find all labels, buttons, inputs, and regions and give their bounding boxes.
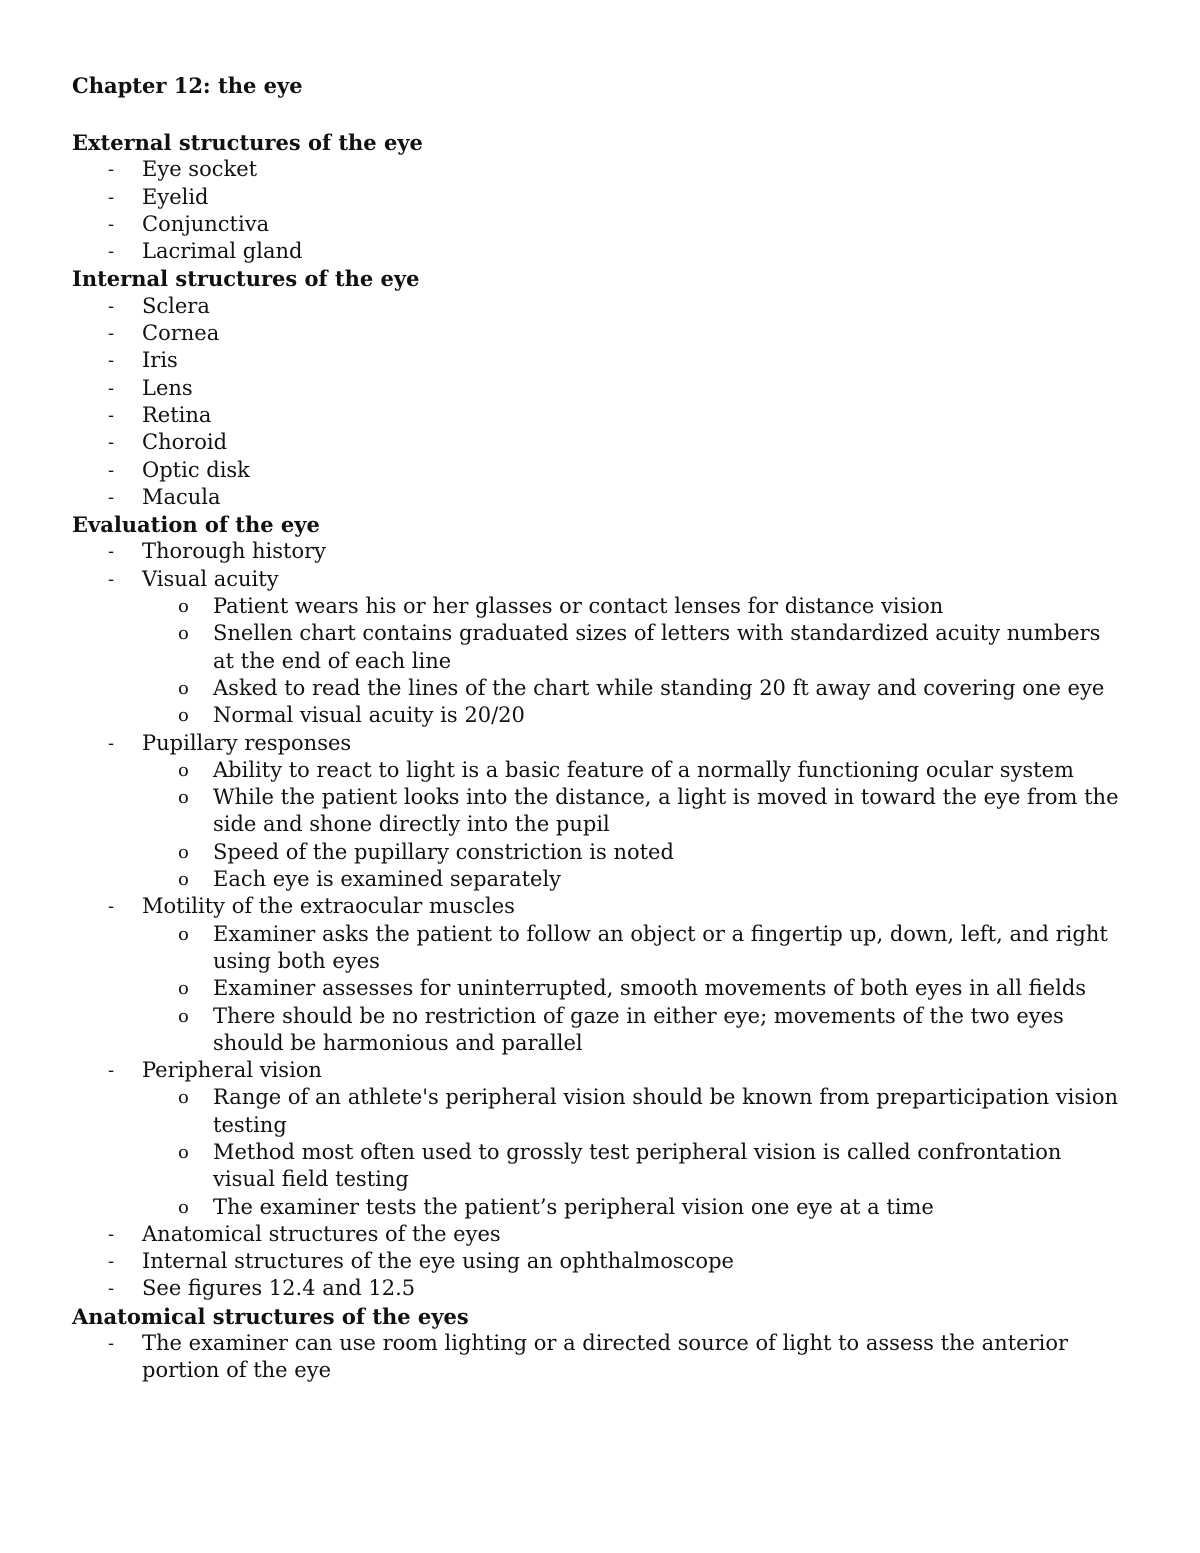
circle-marker: o xyxy=(178,841,189,863)
sub-list-item-text: Asked to read the lines of the chart while standing 20 ft away and covering one eye xyxy=(213,675,1105,700)
circle-marker: o xyxy=(178,1087,189,1109)
list-item-text: The examiner can use room lighting or a directed source of light to assess the anterior portion of the eye xyxy=(142,1331,1068,1383)
bullet-list xyxy=(72,293,1128,511)
list-item-peripheral-vision xyxy=(72,1057,1128,1221)
list-item xyxy=(72,211,1128,238)
dash-marker: - xyxy=(108,295,115,317)
sub-list xyxy=(142,1084,1128,1220)
sub-list-item xyxy=(142,866,1128,893)
list-item-text: Cornea xyxy=(142,321,220,346)
circle-marker: o xyxy=(178,923,189,945)
bullet-list xyxy=(72,156,1128,265)
dash-marker: - xyxy=(108,377,115,399)
list-item xyxy=(72,293,1128,320)
list-item-text: Peripheral vision xyxy=(142,1058,322,1083)
sub-list xyxy=(142,757,1128,893)
document-title: Chapter 12: the eye xyxy=(72,73,303,98)
list-item xyxy=(72,538,1128,565)
sub-list-item-text: Examiner asks the patient to follow an object or a fingertip up, down, left, and right using both eyes xyxy=(213,921,1108,973)
sub-list-item xyxy=(142,702,1128,729)
sub-list-item xyxy=(142,1003,1128,1058)
dash-marker: - xyxy=(108,404,115,426)
sub-list xyxy=(142,921,1128,1057)
list-item xyxy=(72,238,1128,265)
dash-marker: - xyxy=(108,896,115,918)
section-external-structures xyxy=(72,129,1128,265)
section-internal-structures xyxy=(72,265,1128,511)
dash-marker: - xyxy=(108,432,115,454)
dash-marker: - xyxy=(108,459,115,481)
sub-list xyxy=(142,593,1128,729)
list-item-text: Thorough history xyxy=(142,539,327,564)
list-item xyxy=(72,184,1128,211)
list-item-text: Choroid xyxy=(142,430,228,455)
list-item-text: Pupillary responses xyxy=(142,730,352,755)
list-item xyxy=(72,1275,1128,1302)
dash-marker: - xyxy=(108,1060,115,1082)
sub-list-item xyxy=(142,784,1128,839)
circle-marker: o xyxy=(178,787,189,809)
list-item-text: Internal structures of the eye using an ophthalmoscope xyxy=(142,1249,734,1274)
list-item xyxy=(72,375,1128,402)
dash-marker: - xyxy=(108,159,115,181)
section-heading: Evaluation of the eye xyxy=(72,512,320,538)
bullet-list xyxy=(72,538,1128,1302)
bullet-list xyxy=(72,1330,1128,1385)
sub-list-item xyxy=(142,593,1128,620)
circle-marker: o xyxy=(178,759,189,781)
dash-marker: - xyxy=(108,213,115,235)
dash-marker: - xyxy=(108,350,115,372)
sub-list-item xyxy=(142,1194,1128,1221)
sub-list-item-text: Normal visual acuity is 20/20 xyxy=(213,703,525,728)
dash-marker: - xyxy=(108,1251,115,1273)
sub-list-item xyxy=(142,1084,1128,1139)
sub-list-item xyxy=(142,620,1128,675)
circle-marker: o xyxy=(178,623,189,645)
circle-marker: o xyxy=(178,1141,189,1163)
circle-marker: o xyxy=(178,1005,189,1027)
dash-marker: - xyxy=(108,1333,115,1355)
list-item xyxy=(72,429,1128,456)
list-item xyxy=(72,457,1128,484)
list-item-text: Optic disk xyxy=(142,457,250,482)
list-item xyxy=(72,402,1128,429)
section-heading: Internal structures of the eye xyxy=(72,266,420,292)
list-item-text: Sclera xyxy=(142,293,210,318)
list-item-text: Lacrimal gland xyxy=(142,239,303,264)
dash-marker: - xyxy=(108,568,115,590)
list-item xyxy=(72,484,1128,511)
circle-marker: o xyxy=(178,1196,189,1218)
list-item xyxy=(72,1330,1128,1385)
sub-list-item-text: There should be no restriction of gaze in either eye; movements of the two eyes should be harmonious and parallel xyxy=(213,1003,1064,1055)
list-item-text: Motility of the extraocular muscles xyxy=(142,894,515,919)
dash-marker: - xyxy=(108,732,115,754)
list-item-text: Visual acuity xyxy=(142,566,279,591)
list-item xyxy=(72,156,1128,183)
section-heading: Anatomical structures of the eyes xyxy=(72,1303,469,1329)
sub-list-item xyxy=(142,757,1128,784)
list-item xyxy=(72,320,1128,347)
section-heading: External structures of the eye xyxy=(72,130,423,155)
list-item xyxy=(72,1221,1128,1248)
sub-list-item xyxy=(142,675,1128,702)
sub-list-item-text: While the patient looks into the distance, a light is moved in toward the eye from the side and shone directly into the pupil xyxy=(213,785,1119,837)
dash-marker: - xyxy=(108,186,115,208)
list-item-text: Eye socket xyxy=(142,157,258,182)
list-item-text: See figures 12.4 and 12.5 xyxy=(142,1276,416,1301)
circle-marker: o xyxy=(178,869,189,891)
section-anatomical-structures xyxy=(72,1303,1128,1385)
list-item-visual-acuity xyxy=(72,566,1128,730)
list-item-text: Macula xyxy=(142,484,221,509)
sub-list-item-text: Range of an athlete's peripheral vision should be known from preparticipation vision testing xyxy=(213,1085,1119,1137)
list-item-text: Retina xyxy=(142,402,212,427)
list-item xyxy=(72,347,1128,374)
sub-list-item-text: Patient wears his or her glasses or contact lenses for distance vision xyxy=(213,594,944,619)
list-item-text: Eyelid xyxy=(142,184,209,209)
circle-marker: o xyxy=(178,677,189,699)
list-item-text: Lens xyxy=(142,375,193,400)
section-evaluation xyxy=(72,511,1128,1303)
circle-marker: o xyxy=(178,596,189,618)
dash-marker: - xyxy=(108,541,115,563)
sub-list-item xyxy=(142,839,1128,866)
sub-list-item-text: Speed of the pupillary constriction is noted xyxy=(213,839,674,864)
sub-list-item-text: Method most often used to grossly test peripheral vision is called confrontation visual field testing xyxy=(213,1139,1062,1192)
circle-marker: o xyxy=(178,978,189,1000)
sub-list-item-text: Each eye is examined separately xyxy=(213,867,562,892)
list-item-pupillary-responses xyxy=(72,730,1128,894)
list-item-text: Iris xyxy=(142,348,178,373)
sub-list-item xyxy=(142,975,1128,1002)
list-item-text: Conjunctiva xyxy=(142,211,270,236)
sub-list-item-text: Examiner assesses for uninterrupted, smooth movements of both eyes in all fields xyxy=(213,976,1087,1001)
sub-list-item xyxy=(142,921,1128,976)
sub-list-item-text: The examiner tests the patient’s peripheral vision one eye at a time xyxy=(213,1194,934,1219)
list-item-motility xyxy=(72,893,1128,1057)
list-item-text: Anatomical structures of the eyes xyxy=(142,1221,501,1246)
sub-list-item xyxy=(142,1139,1128,1194)
list-item xyxy=(72,1248,1128,1275)
dash-marker: - xyxy=(108,1223,115,1245)
dash-marker: - xyxy=(108,1278,115,1300)
dash-marker: - xyxy=(108,241,115,263)
sub-list-item-text: Ability to react to light is a basic feature of a normally functioning ocular system xyxy=(213,757,1074,782)
circle-marker: o xyxy=(178,705,189,727)
sub-list-item-text: Snellen chart contains graduated sizes of letters with standardized acuity numbers at the end of each line xyxy=(213,621,1101,673)
dash-marker: - xyxy=(108,323,115,345)
document-page xyxy=(72,72,1128,1385)
dash-marker: - xyxy=(108,486,115,508)
